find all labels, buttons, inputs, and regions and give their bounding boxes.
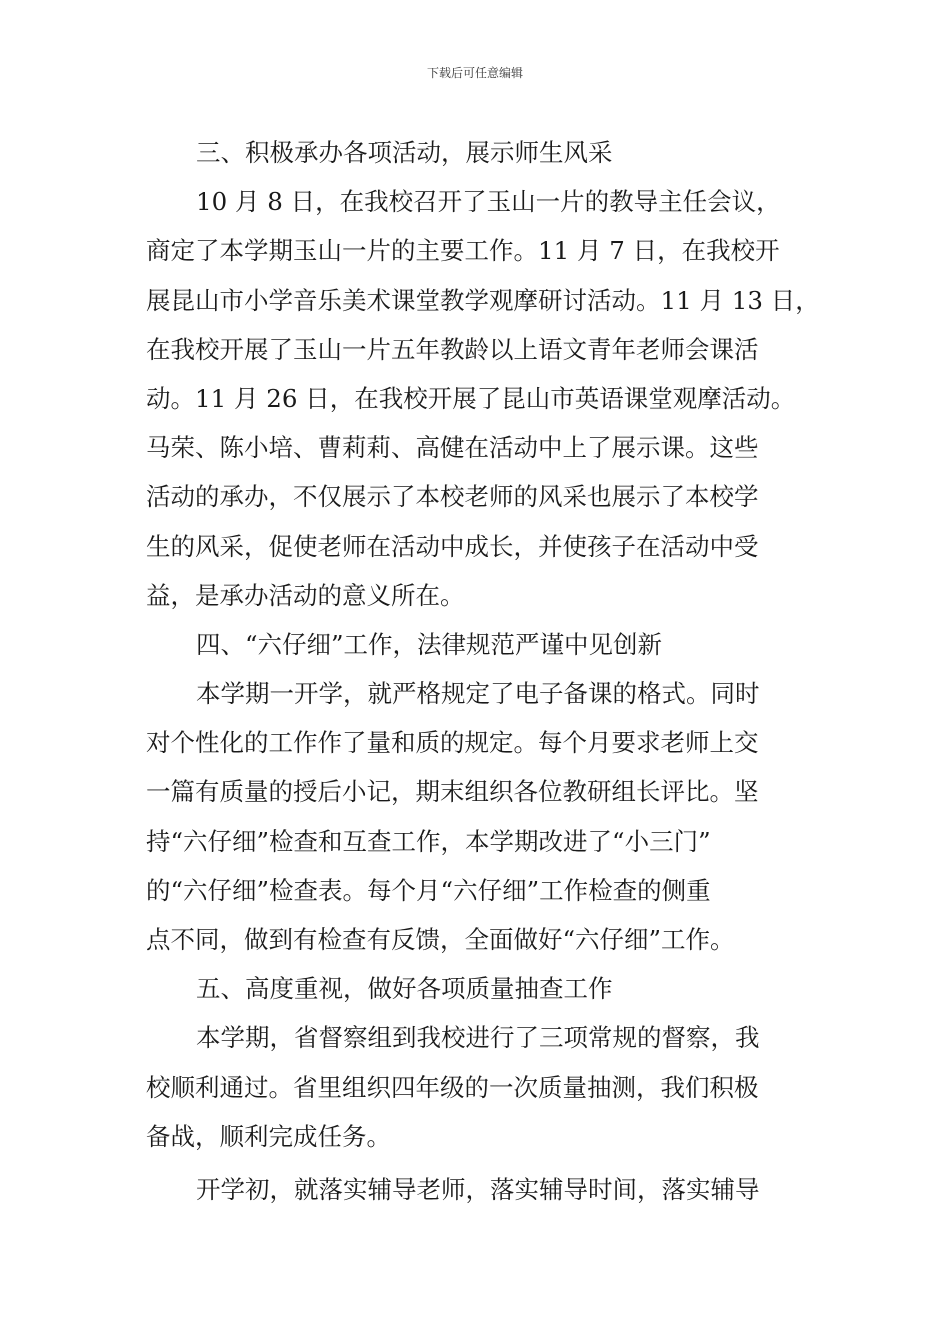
paragraph-line: 在我校开展了玉山一片五年教龄以上语文青年老师会课活 [146,334,759,364]
paragraph-line: 点不同，做到有检查有反馈，全面做好“六仔细”工作。 [146,925,735,954]
paragraph-line: 商定了本学期玉山一片的主要工作。11 月 7 日，在我校开 [146,236,780,266]
section-heading-3: 三、积极承办各项活动，展示师生风采 [196,138,613,167]
paragraph-line: 马荣、陈小培、曹莉莉、高健在活动中上了展示课。这些 [146,433,759,463]
paragraph-line: 的“六仔细”检查表。每个月“六仔细”工作检查的侧重 [146,875,711,905]
document-body [146,128,830,1214]
paragraph-line: 生的风采，促使老师在活动中成长，并使孩子在活动中受 [146,531,759,561]
paragraph-line: 备战，顺利完成任务。 [146,1121,391,1151]
page-header: 下载后可任意编辑 [426,66,523,80]
paragraph-line: 开学初，就落实辅导老师，落实辅导时间，落实辅导 [196,1174,760,1204]
section-heading-4: 四、“六仔细”工作，法律规范严谨中见创新 [196,629,663,659]
paragraph-line: 持“六仔细”检查和互查工作，本学期改进了“小三门” [146,826,711,856]
paragraph-line: 展昆山市小学音乐美术课堂教学观摩研讨活动。11 月 13 日， [146,285,820,315]
paragraph-line: 动。11 月 26 日，在我校开展了昆山市英语课堂观摩活动。 [146,383,796,413]
paragraph-line: 一篇有质量的授后小记，期末组织各位教研组长评比。坚 [146,777,759,807]
paragraph-line: 本学期，省督察组到我校进行了三项常规的督察，我 [196,1023,760,1053]
paragraph-line: 10 月 8 日，在我校召开了玉山一片的教导主任会议， [196,187,781,217]
paragraph-line: 本学期一开学，就严格规定了电子备课的格式。同时 [196,679,760,709]
paragraph-line: 校顺利通过。省里组织四年级的一次质量抽测，我们积极 [146,1072,759,1102]
paragraph-line: 益，是承办活动的意义所在。 [146,580,465,610]
paragraph-line: 对个性化的工作作了量和质的规定。每个月要求老师上交 [146,728,759,758]
paragraph-line: 活动的承办，不仅展示了本校老师的风采也展示了本校学 [146,482,759,512]
section-heading-5: 五、高度重视，做好各项质量抽查工作 [196,974,613,1004]
